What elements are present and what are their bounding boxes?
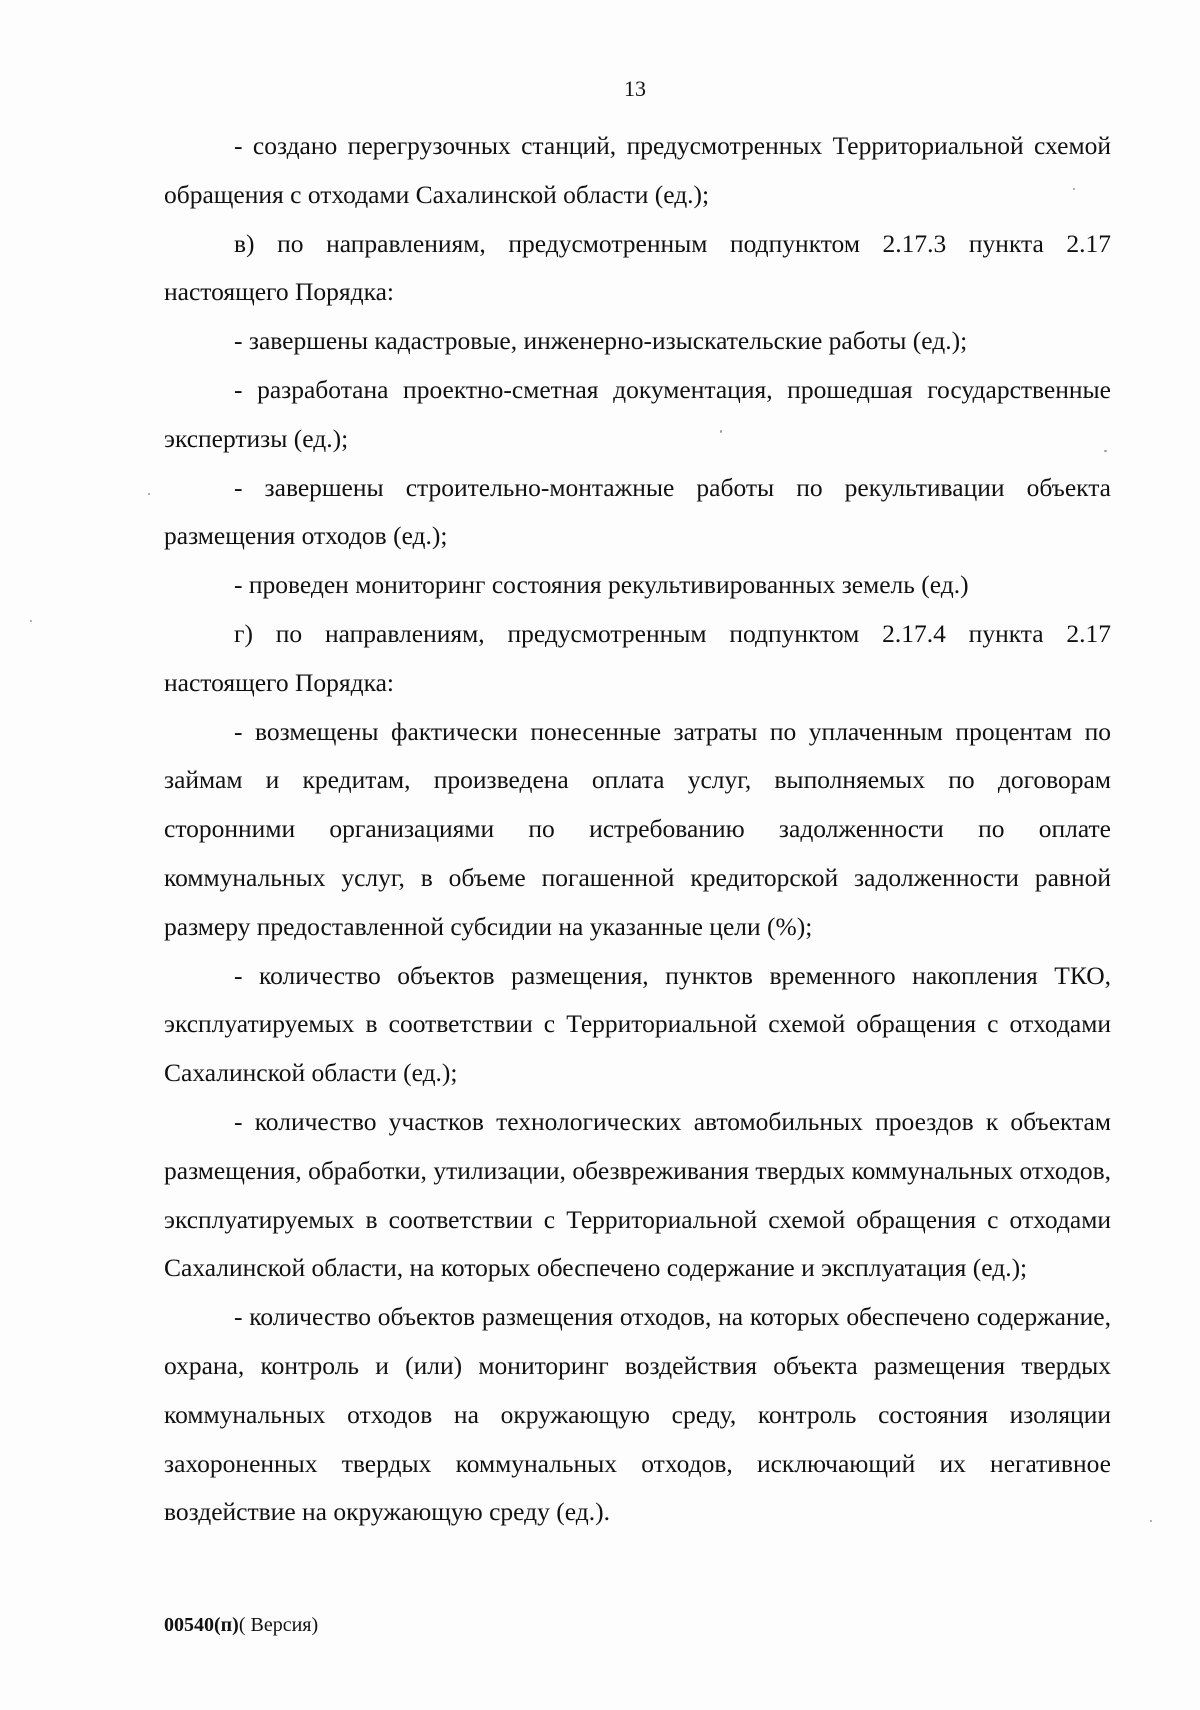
- scan-speck: [720, 430, 722, 433]
- document-body: [164, 122, 1111, 1537]
- document-code: 00540(п): [164, 1614, 239, 1636]
- scan-speck: [148, 493, 150, 495]
- paragraph: - проведен мониторинг состояния рекультивированных земель (ед.): [234, 570, 969, 600]
- paragraph: - разработана проектно-сметная документация, прошедшая государственные экспертизы (ед.);: [164, 374, 1111, 453]
- scan-speck: [1073, 188, 1075, 190]
- paragraph: г) по направлениям, предусмотренным подпунктом 2.17.4 пункта 2.17 настоящего Порядка:: [164, 618, 1111, 697]
- scan-speck: [30, 620, 32, 622]
- scan-speck: [1104, 450, 1107, 452]
- scan-speck: [1150, 1520, 1152, 1522]
- document-footer: [164, 1614, 318, 1637]
- paragraph: - завершены кадастровые, инженерно-изыскательские работы (ед.);: [234, 326, 968, 356]
- paragraph: - завершены строительно-монтажные работы по рекультивации объекта размещения отходов (ед.);: [164, 472, 1111, 551]
- paragraph: - создано перегрузочных станций, предусмотренных Территориальной схемой обращения с отходами Сахалинской области (ед.);: [164, 131, 1111, 209]
- document-version: ( Версия): [238, 1614, 319, 1636]
- page-number: 13: [624, 76, 646, 101]
- paragraph: - количество объектов размещения, пунктов временного накопления ТКО, эксплуатируемых в соответствии с Территориальной схемой обращения с отходами Сахалинской области (ед.);: [164, 960, 1111, 1088]
- paragraph: в) по направлениям, предусмотренным подпунктом 2.17.3 пункта 2.17 настоящего Порядка:: [164, 228, 1111, 307]
- paragraph: - количество участков технологических автомобильных проездов к объектам размещения, обработки, утилизации, обезвреживания твердых коммунальных отходов, эксплуатируемых в соответствии с Территориальной схемой обращения с отходами Сахалинской области, на которых обеспечено содержание и эксплуатация (ед.);: [164, 1106, 1111, 1283]
- paragraph: - возмещены фактически понесенные затраты по уплаченным процентам по займам и кредитам, произведена оплата услуг, выполняемых по договорам сторонними организациями по истребованию задолженности по оплате коммунальных услуг, в объеме погашенной кредиторской задолженности равной размеру предоставленной субсидии на указанные цели (%);: [164, 716, 1111, 941]
- paragraph: - количество объектов размещения отходов, на которых обеспечено содержание, охрана, контроль и (или) мониторинг воздействия объекта размещения твердых коммунальных отходов на окружающую среду, контроль состояния изоляции захороненных твердых коммунальных отходов, исключающий их негативное воздействие на окружающую среду (ед.).: [164, 1302, 1111, 1527]
